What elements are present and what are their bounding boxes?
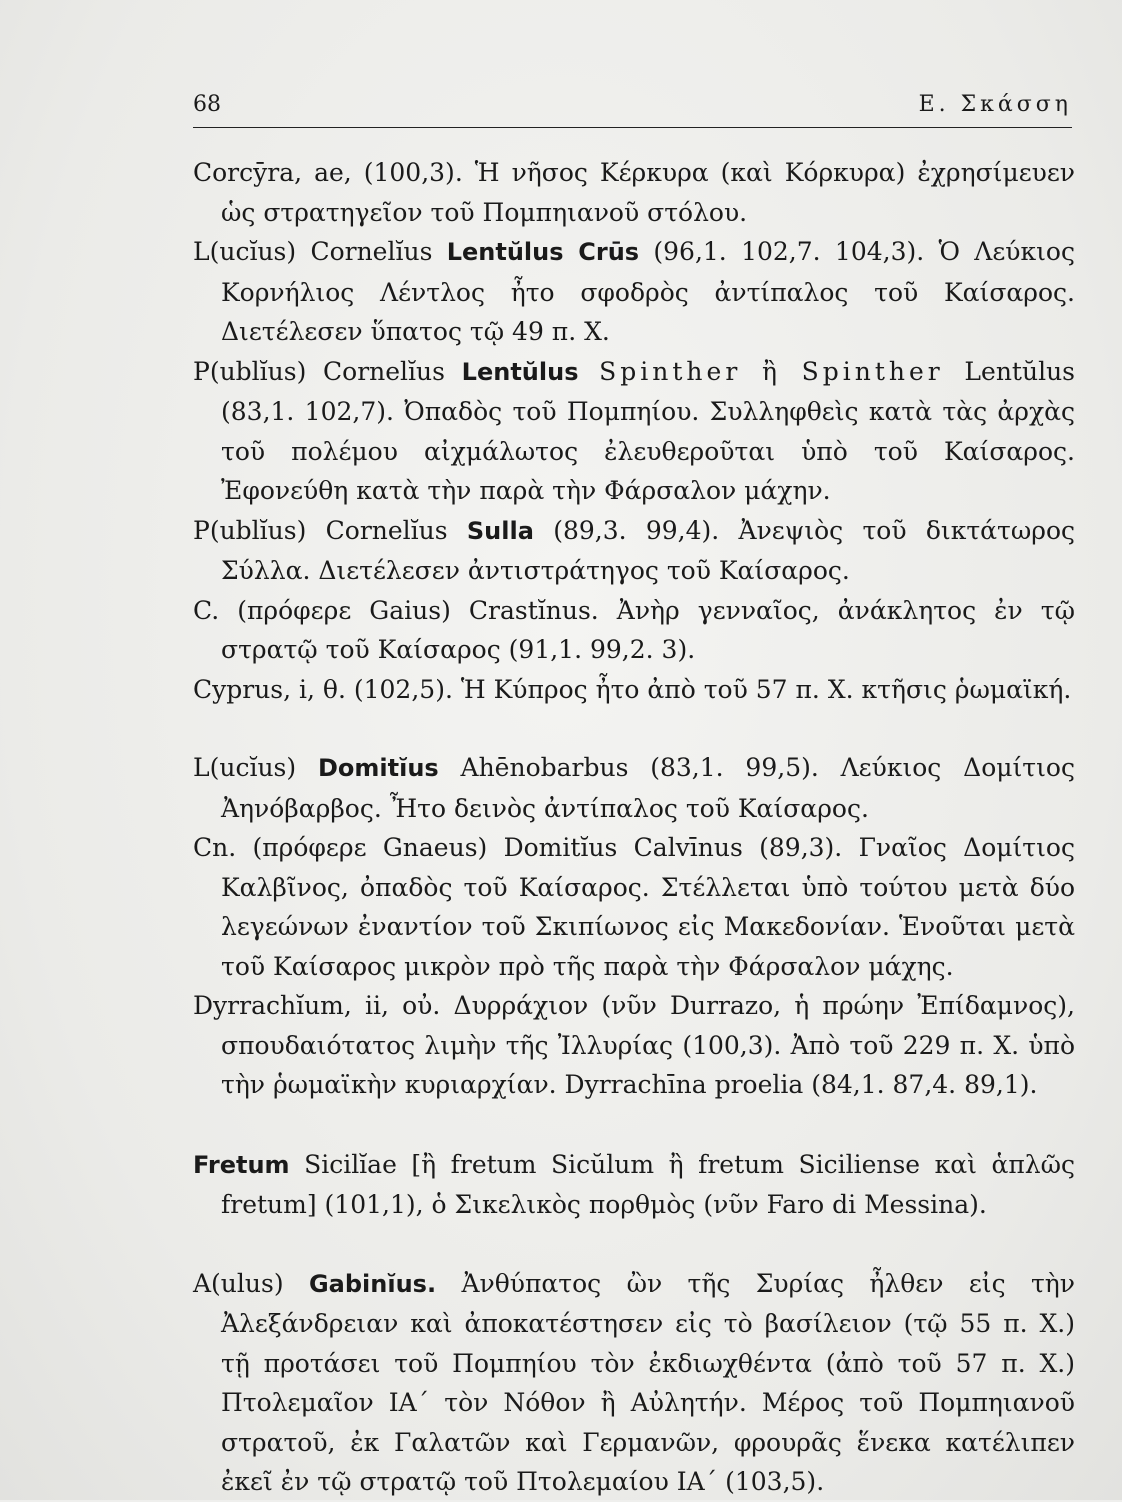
entry-cyprus: Cyprus, i, θ. (102,5). Ἡ Κύπρος ἦτο ἀπὸ τοῦ 57 π. Χ. κτῆσις ῥωμαϊκή.: [193, 674, 1072, 704]
section-gap: [193, 1225, 1075, 1264]
running-author: Ε. Σκάσση: [918, 92, 1072, 117]
entry-corcyra: Corcȳra, ae, (100,3). Ἡ νῆσος Κέρκυρα (καὶ Κόρκυρα) ἐχρησίμευεν ὡς στρατηγεῖον τοῦ Πομπηιανοῦ στόλου.: [193, 158, 1075, 227]
header-rule: [193, 127, 1072, 128]
page-number: 68: [193, 92, 221, 117]
glossary-content: [193, 153, 1075, 1502]
page-header: [193, 92, 1072, 117]
entry-dyrrachium: Dyrrachĭum, ii, οὐ. Δυρράχιον (νῦν Durrazo, ἡ πρώην Ἐπίδαμνος), σπουδαιότατος λιμὴν τῆς Ἰλλυρίας (100,3). Ἀπὸ τοῦ 229 π. Χ. ὑπὸ τὴν ῥωμαϊκὴν κυριαρχίαν. Dyrrachīna proelia (84,1. 87,4. 89,1).: [193, 991, 1075, 1099]
section-gap: [193, 709, 1075, 748]
entry-sulla: P(ublĭus) Cornelĭus Sulla (89,3. 99,4). Ἀνεψιὸς τοῦ δικτάτωρος Σύλλα. Διετέλεσεν ἀντιστράτηγος τοῦ Καίσαρος.: [193, 515, 1075, 585]
entry-domitius-ahenobarbus: L(ucĭus) Domitĭus Ahēnobarbus (83,1. 99,5). Λεύκιος Δομίτιος Ἀηνόβαρβος. Ἦτο δεινὸς ἀντίπαλος τοῦ Καίσαρος.: [193, 753, 1075, 823]
entry-crastinus: C. (πρόφερε Gaius) Crastĭnus. Ἀνὴρ γενναῖος, ἀνάκλητος ἐν τῷ στρατῷ τοῦ Καίσαρος (91,1. 99,2. 3).: [193, 595, 1075, 664]
section-gap: [193, 1105, 1075, 1145]
entry-fretum: Fretum Sicilĭae [ἢ fretum Sicŭlum ἢ fretum Siciliense καὶ ἁπλῶς fretum] (101,1), ὁ Σικελικὸς πορθμὸς (νῦν Faro di Messina).: [193, 1149, 1075, 1219]
entry-gabinius: A(ulus) Gabinĭus. Ἀνθύπατος ὢν τῆς Συρίας ἦλθεν εἰς τὴν Ἀλεξάνδρειαν καὶ ἀποκατέστησεν εἰς τὸ βασίλειον (τῷ 55 π. Χ.) τῇ προτάσει τοῦ Πομπηίου τὸν ἐκδιωχθέντα (ἀπὸ τοῦ 57 π. Χ.) Πτολεμαῖον ΙΑ΄ τὸν Νόθον ἢ Αὐλητήν. Μέρος τοῦ Πομπηιανοῦ στρατοῦ, ἐκ Γαλατῶν καὶ Γερμανῶν, φρουρᾶς ἕνεκα κατέλιπεν ἐκεῖ ἐν τῷ στρατῷ τοῦ Πτολεμαίου ΙΑ΄ (103,5).: [193, 1268, 1075, 1496]
entry-domitius-calvinus: Cn. (πρόφερε Gnaeus) Domitĭus Calvīnus (89,3). Γναῖος Δομίτιος Καλβῖνος, ὀπαδὸς τοῦ Καίσαρος. Στέλλεται ὑπὸ τούτου μετὰ δύο λεγεώνων ἐναντίον τοῦ Σκιπίωνος εἰς Μακεδονίαν. Ἑνοῦται μετὰ τοῦ Καίσαρος μικρὸν πρὸ τῆς παρὰ τὴν Φάρσαλον μάχης.: [193, 833, 1075, 981]
entry-lentulus-spinther: P(ublĭus) Cornelĭus Lentŭlus Spinther ἢ Spinther Lentŭlus (83,1. 102,7). Ὀπαδὸς τοῦ Πομπηίου. Συλληφθεὶς κατὰ τὰς ἀρχὰς τοῦ πολέμου αἰχμάλωτος ἐλευθεροῦται ὑπὸ τοῦ Καίσαρος. Ἐφονεύθη κατὰ τὴν παρὰ τὴν Φάρσαλον μάχην.: [193, 356, 1075, 505]
entry-lentulus-crus: L(ucĭus) Cornelĭus Lentŭlus Crūs (96,1. 102,7. 104,3). Ὁ Λεύκιος Κορνήλιος Λέντλος ἦτο σφοδρὸς ἀντίπαλος τοῦ Καίσαρος. Διετέλεσεν ὕπατος τῷ 49 π. Χ.: [193, 237, 1075, 346]
